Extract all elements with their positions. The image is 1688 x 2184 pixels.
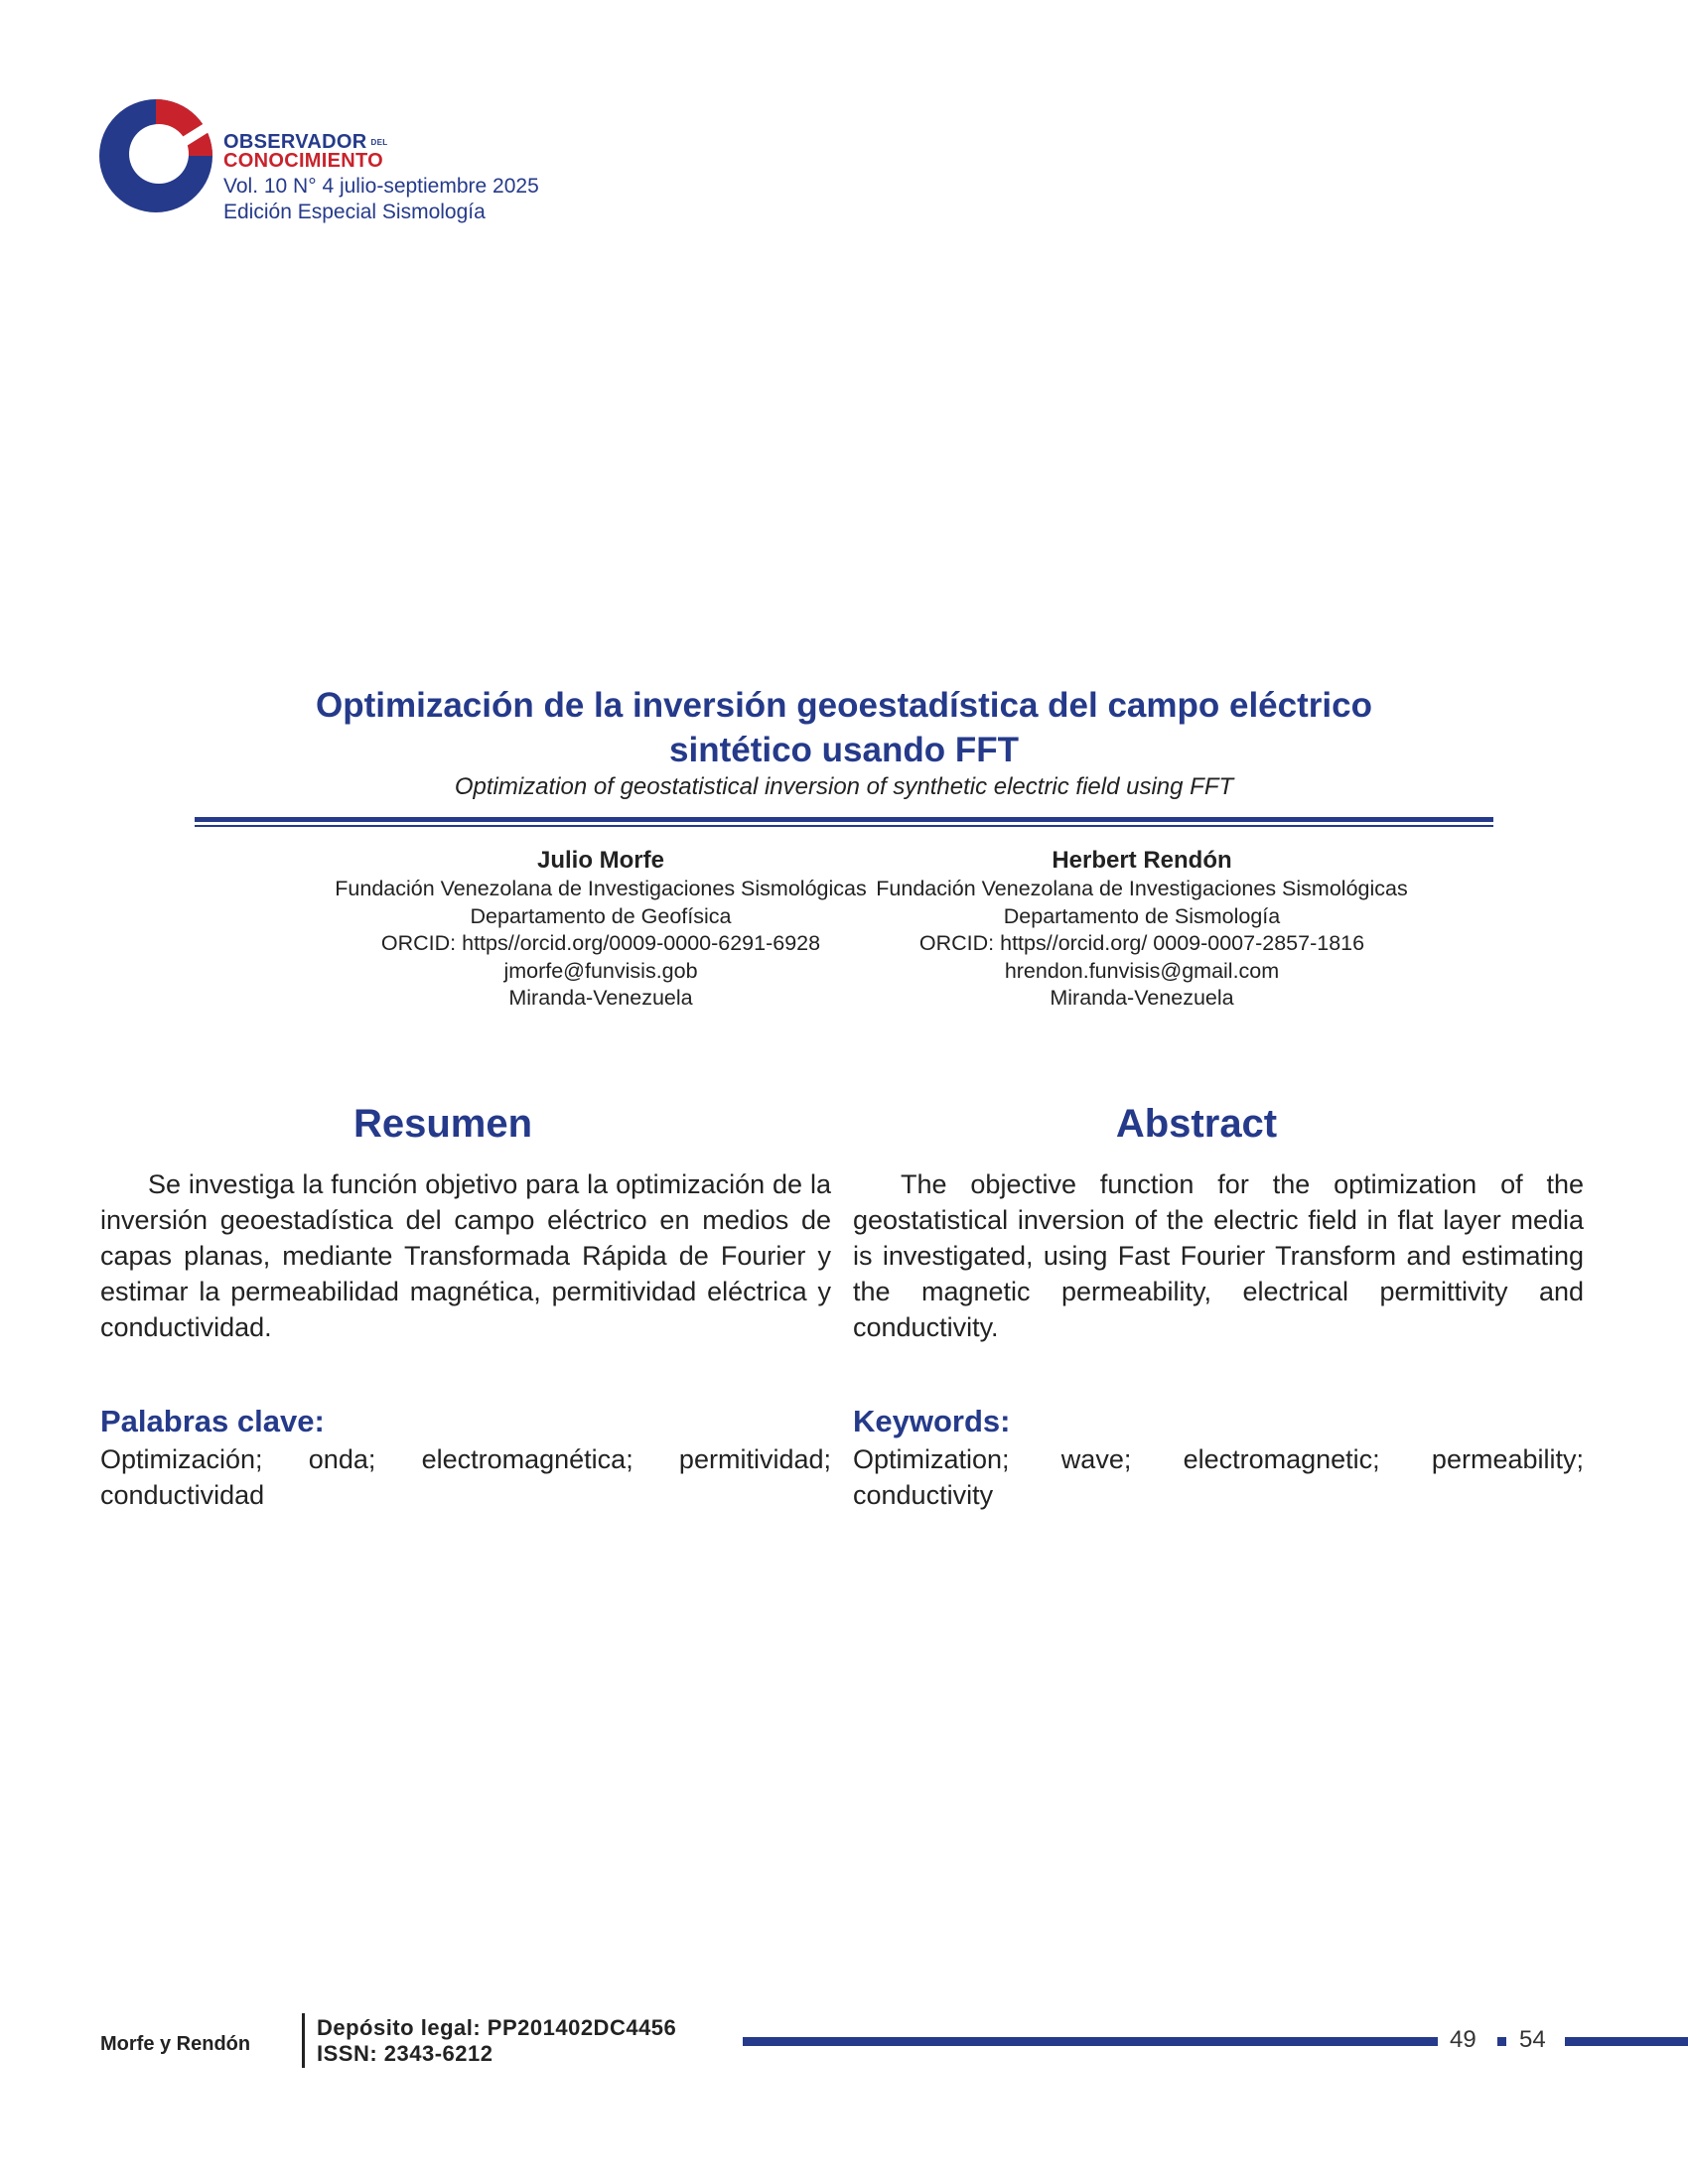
page-separator-icon xyxy=(1497,2037,1506,2046)
author-block-1 xyxy=(303,846,899,1013)
author-email: jmorfe@funvisis.gob xyxy=(503,958,698,983)
volume-info: Vol. 10 N° 4 julio-septiembre 2025 xyxy=(223,175,539,198)
author-institution: Fundación Venezolana de Investigaciones Sismológicas xyxy=(335,877,867,900)
keywords-list: Optimization; wave; electromagnetic; permeability; conductivity xyxy=(853,1444,1584,1510)
author-institution: Fundación Venezolana de Investigaciones Sismológicas xyxy=(876,877,1408,900)
author-location: Miranda-Venezuela xyxy=(508,986,693,1010)
article-title: Optimización de la inversión geoestadística del campo eléctrico sintético usando FFT xyxy=(316,686,1372,769)
author-name: Herbert Rendón xyxy=(1052,847,1232,874)
author-location: Miranda-Venezuela xyxy=(1050,986,1234,1010)
page-number-total: 54 xyxy=(1519,2026,1546,2053)
page-number-current: 49 xyxy=(1450,2026,1477,2053)
palabras-clave-list: Optimización; onda; electromagnética; permitividad; conductividad xyxy=(100,1444,831,1510)
article-subtitle: Optimization of geostatistical inversion of synthetic electric field using FFT xyxy=(454,773,1234,800)
title-divider-thin xyxy=(195,825,1493,827)
author-email: hrendon.funvisis@gmail.com xyxy=(1004,958,1280,983)
footer-authors: Morfe y Rendón xyxy=(100,2033,251,2055)
journal-name-line1: OBSERVADOR DEL xyxy=(223,131,388,153)
author-block-2 xyxy=(844,846,1440,1013)
author-orcid: ORCID: https//orcid.org/0009-0000-6291-6928 xyxy=(380,931,821,955)
author-department: Departamento de Geofísica xyxy=(470,903,732,928)
journal-logo-icon xyxy=(97,97,226,214)
issn: ISSN: 2343-6212 xyxy=(317,2041,493,2066)
footer-bar-end xyxy=(1565,2037,1688,2046)
author-name: Julio Morfe xyxy=(536,847,664,874)
palabras-clave-heading: Palabras clave: xyxy=(100,1404,325,1438)
edition-info: Edición Especial Sismología xyxy=(223,201,486,223)
author-orcid: ORCID: https//orcid.org/ 0009-0007-2857-1816 xyxy=(918,931,1365,955)
deposito-legal: Depósito legal: PP201402DC4456 xyxy=(317,2015,677,2040)
footer-bar xyxy=(743,2037,1438,2046)
author-department: Departamento de Sismología xyxy=(1003,903,1281,928)
abstract-heading: Abstract xyxy=(1115,1102,1278,1146)
title-divider xyxy=(195,817,1493,822)
journal-name-line2: CONOCIMIENTO xyxy=(223,150,384,172)
resumen-heading: Resumen xyxy=(352,1102,533,1146)
footer-legal-info xyxy=(317,2015,676,2067)
abstract-body: The objective function for the optimization of the geostatistical inversion of the electric field in flat layer media is investigated, using Fast Fourier Transform and estimating the magnetic permeability, electrical permittivity and conductivity. xyxy=(853,1169,1584,1342)
keywords-heading: Keywords: xyxy=(853,1404,1011,1438)
resumen-body: Se investiga la función objetivo para la optimización de la inversión geoestadística del campo eléctrico en medios de capas planas, mediante Transformada Rápida de Fourier y estimar la permeabilidad magnética, permitividad eléctrica y conductividad. xyxy=(100,1169,831,1342)
footer-divider xyxy=(302,2013,305,2068)
